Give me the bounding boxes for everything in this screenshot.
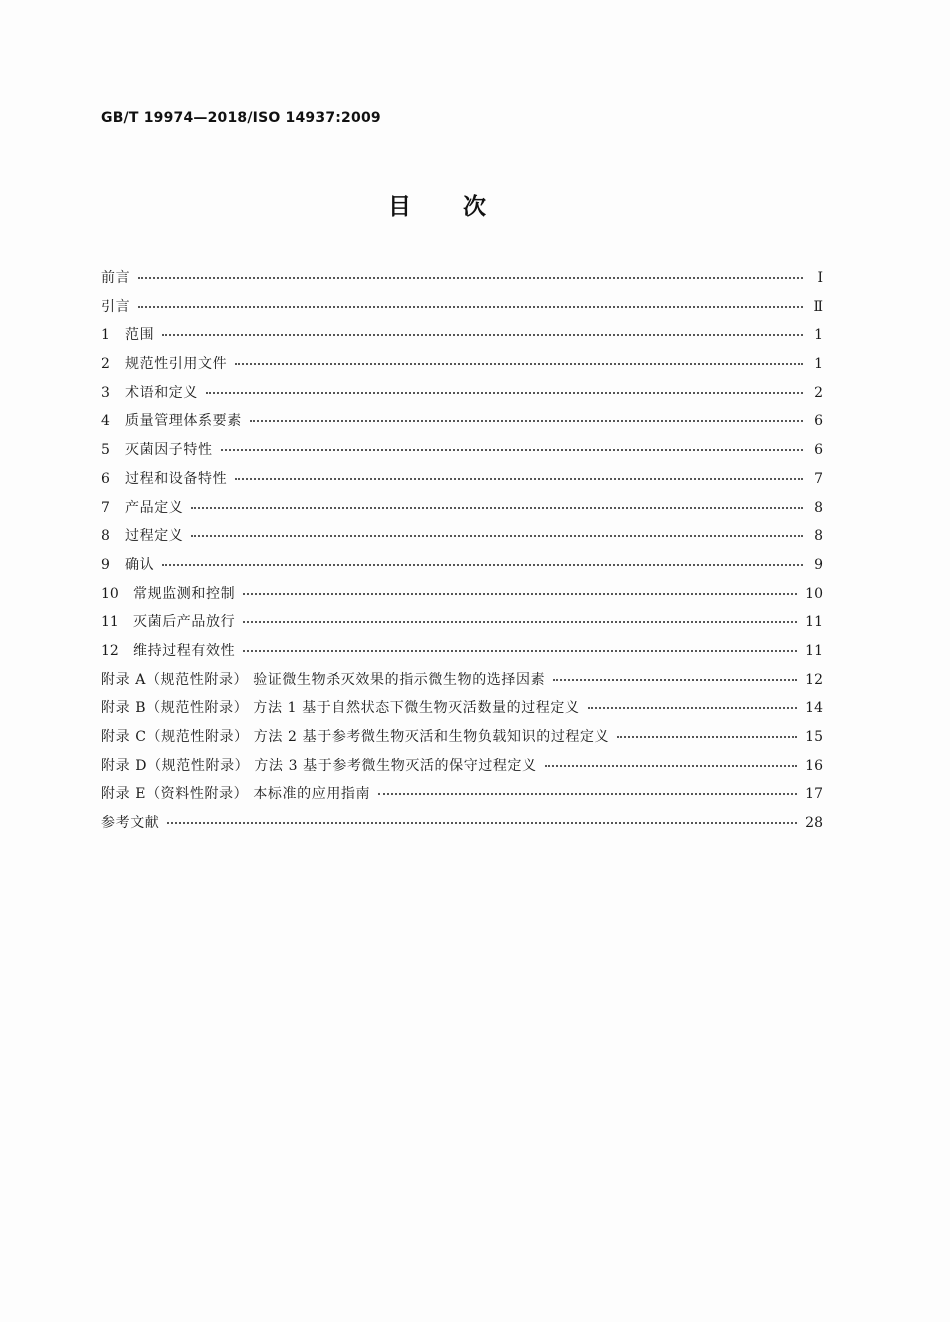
toc-leader-dots — [235, 464, 803, 480]
toc-entry-number: 10 — [101, 585, 119, 602]
toc-entry-page: 10 — [805, 585, 823, 602]
toc-entry-number: 2 — [101, 356, 110, 373]
toc-entry-label: 过程和设备特性 — [125, 470, 228, 487]
toc-leader-dots — [167, 808, 797, 824]
toc-entry-label: 灭菌后产品放行 — [133, 614, 236, 631]
toc-entry-label: 质量管理体系要素 — [125, 413, 242, 430]
toc-leader-dots — [243, 579, 797, 595]
toc-entry-label: 灭菌因子特性 — [125, 442, 213, 459]
toc-entry-number: 1 — [101, 327, 110, 344]
toc-entry-label: 附录 C（规范性附录） 方法 2 基于参考微生物灭活和生物负载知识的过程定义 — [101, 729, 610, 745]
toc-entry-label: 过程定义 — [125, 528, 184, 545]
toc-leader-dots — [162, 550, 803, 566]
toc-entry-page: 17 — [805, 786, 823, 803]
toc-entry-page: 9 — [814, 556, 823, 573]
toc-leader-dots — [243, 636, 797, 652]
toc-entry-page: 7 — [814, 470, 823, 487]
toc-entry-page: 11 — [805, 642, 823, 659]
toc-leader-dots — [553, 665, 797, 681]
toc-entry-page: 16 — [805, 757, 823, 774]
toc-entry-product-definition[interactable] — [101, 494, 823, 523]
toc-entry-label: 维持过程有效性 — [133, 642, 236, 659]
toc-entry-maintain-effectiveness[interactable] — [101, 637, 823, 666]
toc-entry-number: 5 — [101, 442, 110, 459]
toc-entry-number: 3 — [101, 384, 110, 401]
toc-leader-dots — [221, 435, 803, 451]
toc-entry-page: 8 — [814, 499, 823, 516]
toc-entry-foreword[interactable] — [101, 264, 823, 293]
toc-entry-page: 1 — [814, 327, 823, 344]
toc-entry-number: 11 — [101, 614, 119, 631]
toc-entry-process-definition[interactable] — [101, 522, 823, 551]
toc-entry-label: 产品定义 — [125, 499, 184, 516]
toc-entry-label: 参考文献 — [101, 815, 160, 832]
toc-entry-quality-management[interactable] — [101, 407, 823, 436]
toc-entry-page: 8 — [814, 528, 823, 545]
toc-leader-dots — [243, 607, 797, 623]
toc-entry-page: 2 — [814, 384, 823, 401]
toc-leader-dots — [206, 378, 803, 394]
toc-leader-dots — [138, 263, 803, 279]
page-title: 目次 — [388, 194, 538, 220]
toc-leader-dots — [378, 779, 797, 795]
toc-entry-routine-monitoring[interactable] — [101, 580, 823, 609]
toc-leader-dots — [191, 493, 803, 509]
toc-leader-dots — [250, 406, 803, 422]
toc-entry-label: 附录 D（规范性附录） 方法 3 基于参考微生物灭活的保守过程定义 — [101, 757, 537, 774]
toc-entry-process-equipment[interactable] — [101, 465, 823, 494]
toc-leader-dots — [617, 722, 797, 738]
toc-entry-label: 术语和定义 — [125, 384, 198, 401]
toc-entry-sterilizing-agent[interactable] — [101, 436, 823, 465]
toc-entry-page: 1 — [814, 356, 823, 373]
toc-entry-page: 6 — [814, 413, 823, 430]
toc-entry-scope[interactable] — [101, 321, 823, 350]
toc-entry-annex-e[interactable] — [101, 780, 823, 809]
toc-entry-validation[interactable] — [101, 551, 823, 580]
toc-entry-label: 前言 — [101, 270, 131, 286]
toc-entry-page: Ⅱ — [813, 298, 823, 315]
toc-entry-annex-a[interactable] — [101, 666, 823, 695]
toc-entry-page: Ⅰ — [817, 270, 823, 286]
toc-entry-page: 15 — [805, 729, 823, 745]
toc-entry-terms[interactable] — [101, 379, 823, 408]
toc-leader-dots — [545, 751, 797, 767]
toc-entry-page: 6 — [814, 442, 823, 459]
toc-entry-annex-c[interactable] — [101, 723, 823, 752]
toc-entry-number: 6 — [101, 470, 110, 487]
toc-entry-label: 引言 — [101, 298, 131, 315]
toc-entry-number: 9 — [101, 556, 110, 573]
toc-entry-annex-b[interactable] — [101, 694, 823, 723]
toc-leader-dots — [162, 320, 803, 336]
toc-entry-number: 8 — [101, 528, 110, 545]
toc-entry-normative-references[interactable] — [101, 350, 823, 379]
toc-entry-label: 附录 B（规范性附录） 方法 1 基于自然状态下微生物灭活数量的过程定义 — [101, 700, 580, 717]
toc-entry-introduction[interactable] — [101, 293, 823, 322]
standard-code-header: GB/T 19974—2018/ISO 14937:2009 — [101, 110, 381, 126]
toc-entry-label: 规范性引用文件 — [125, 356, 228, 373]
toc-entry-number: 12 — [101, 642, 119, 659]
toc-leader-dots — [191, 521, 803, 537]
toc-leader-dots — [235, 349, 803, 365]
toc-entry-number: 4 — [101, 413, 110, 430]
toc-entry-page: 28 — [805, 815, 823, 832]
toc-entry-page: 14 — [805, 700, 823, 717]
toc-entry-annex-d[interactable] — [101, 752, 823, 781]
toc-entry-label: 附录 E（资料性附录） 本标准的应用指南 — [101, 786, 371, 803]
toc-leader-dots — [138, 292, 803, 308]
toc-entry-page: 12 — [805, 671, 823, 688]
table-of-contents — [101, 264, 823, 838]
toc-entry-label: 附录 A（规范性附录） 验证微生物杀灭效果的指示微生物的选择因素 — [101, 671, 546, 688]
toc-leader-dots — [588, 693, 798, 709]
toc-entry-page: 11 — [805, 614, 823, 631]
toc-entry-product-release[interactable] — [101, 608, 823, 637]
toc-entry-number: 7 — [101, 499, 110, 516]
toc-entry-label: 确认 — [125, 556, 155, 573]
toc-entry-label: 范围 — [125, 327, 155, 344]
toc-entry-label: 常规监测和控制 — [133, 585, 236, 602]
toc-entry-bibliography[interactable] — [101, 809, 823, 838]
